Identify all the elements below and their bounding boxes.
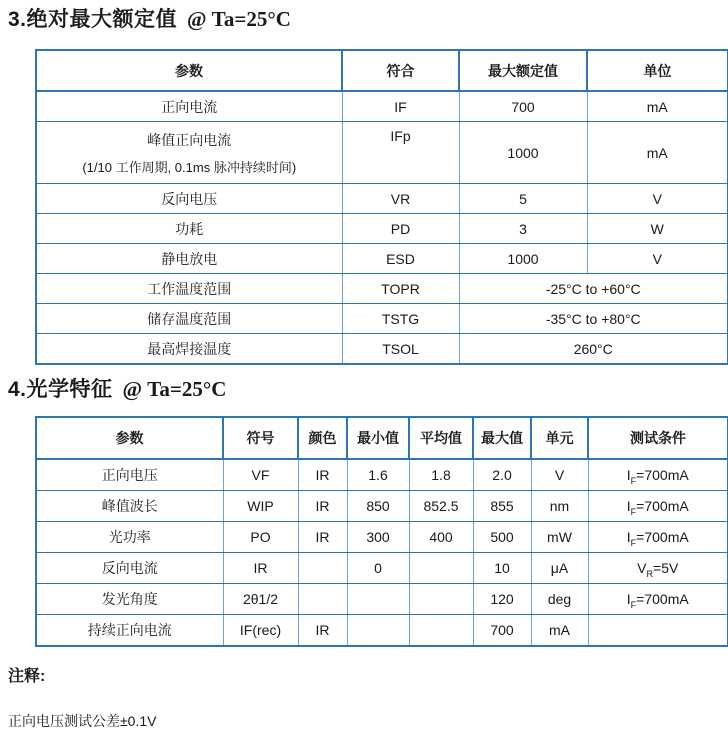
- absolute-maximum-ratings-table: [35, 49, 728, 365]
- param-cell: 发光角度: [36, 584, 223, 615]
- rating-span-cell: -25°C to +60°C: [459, 274, 728, 304]
- header-cell-min: 最小值: [347, 417, 409, 459]
- header-cell-color: 颜色: [298, 417, 347, 459]
- symbol-cell: 2θ1/2: [223, 584, 298, 615]
- color-cell: [298, 553, 347, 584]
- table-header-row: [36, 50, 728, 91]
- table-row: [36, 184, 728, 214]
- table-row: [36, 522, 728, 553]
- symbol-cell: ESD: [342, 244, 459, 274]
- avg-cell: [409, 553, 473, 584]
- avg-cell: 400: [409, 522, 473, 553]
- symbol-cell: TSOL: [342, 334, 459, 365]
- symbol-cell: IR: [223, 553, 298, 584]
- param-cell: 储存温度范围: [36, 304, 342, 334]
- color-cell: IR: [298, 522, 347, 553]
- unit-cell: μA: [531, 553, 588, 584]
- table-header-row: [36, 417, 728, 459]
- param-cell: 光功率: [36, 522, 223, 553]
- avg-cell: 1.8: [409, 459, 473, 491]
- unit-cell: V: [587, 244, 728, 274]
- max-cell: 700: [473, 615, 531, 647]
- unit-cell: W: [587, 214, 728, 244]
- condition-cell: $V_R=5V$: [588, 553, 728, 584]
- max-cell: 2.0: [473, 459, 531, 491]
- table-row: [36, 615, 728, 647]
- rating-cell: 3: [459, 214, 587, 244]
- rating-span-cell: -35°C to +80°C: [459, 304, 728, 334]
- color-cell: [298, 584, 347, 615]
- section4-title-condition: @ Ta=25°C: [122, 377, 227, 401]
- section4-title: [8, 377, 728, 402]
- param-cell: [36, 122, 342, 184]
- table-row: [36, 491, 728, 522]
- avg-cell: [409, 584, 473, 615]
- notes-title: 注释:: [8, 668, 46, 685]
- table-row: [36, 244, 728, 274]
- min-cell: 0: [347, 553, 409, 584]
- table-row: [36, 459, 728, 491]
- param-cell: 正向电压: [36, 459, 223, 491]
- param-main: 峰值正向电流: [147, 131, 232, 148]
- avg-cell: 852.5: [409, 491, 473, 522]
- color-cell: IR: [298, 615, 347, 647]
- param-cell: 功耗: [36, 214, 342, 244]
- condition-cell: $I_F=700mA$: [588, 584, 728, 615]
- unit-cell: mW: [531, 522, 588, 553]
- condition-cell: [588, 615, 728, 647]
- table-row: [36, 584, 728, 615]
- param-cell: 持续正向电流: [36, 615, 223, 647]
- unit-cell: nm: [531, 491, 588, 522]
- symbol-cell: VF: [223, 459, 298, 491]
- max-cell: 500: [473, 522, 531, 553]
- param-cell: 峰值波长: [36, 491, 223, 522]
- min-cell: 300: [347, 522, 409, 553]
- unit-cell: mA: [531, 615, 588, 647]
- optical-characteristics-table: [35, 416, 728, 647]
- header-cell-symbol: 符合: [342, 50, 459, 91]
- rating-cell: 1000: [459, 244, 587, 274]
- header-cell-max: 最大值: [473, 417, 531, 459]
- header-cell-symbol: 符号: [223, 417, 298, 459]
- symbol-cell: VR: [342, 184, 459, 214]
- condition-cell: $I_F=700mA$: [588, 459, 728, 491]
- section4-title-zh: 4.光学特征: [8, 378, 113, 401]
- table-row: [36, 274, 728, 304]
- param-cell: 反向电压: [36, 184, 342, 214]
- symbol-cell: TSTG: [342, 304, 459, 334]
- rating-cell: 1000: [459, 122, 587, 184]
- min-cell: 850: [347, 491, 409, 522]
- param-note: (1/10 工作周期, 0.1ms 脉冲持续时间): [82, 159, 297, 175]
- symbol-cell: IF(rec): [223, 615, 298, 647]
- unit-cell: V: [587, 184, 728, 214]
- color-cell: IR: [298, 459, 347, 491]
- table-row: [36, 122, 728, 184]
- max-cell: 855: [473, 491, 531, 522]
- avg-cell: [409, 615, 473, 647]
- symbol-cell: IF: [342, 91, 459, 122]
- table-row: [36, 91, 728, 122]
- unit-cell: V: [531, 459, 588, 491]
- unit-cell: deg: [531, 584, 588, 615]
- table-row: [36, 304, 728, 334]
- max-cell: 120: [473, 584, 531, 615]
- condition-cell: $I_F=700mA$: [588, 491, 728, 522]
- section3-title-condition: @ Ta=25°C: [187, 7, 291, 31]
- header-cell-avg: 平均值: [409, 417, 473, 459]
- header-cell-unit: 单位: [587, 50, 728, 91]
- notes-line: 正向电压测试公差±0.1V: [8, 713, 157, 729]
- section3-title-zh: 3.绝对最大额定值: [8, 8, 178, 31]
- color-cell: IR: [298, 491, 347, 522]
- symbol-cell: IFp: [342, 122, 459, 184]
- header-cell-param: 参数: [36, 50, 342, 91]
- symbol-cell: PO: [223, 522, 298, 553]
- param-cell: 静电放电: [36, 244, 342, 274]
- rating-span-cell: 260°C: [459, 334, 728, 365]
- max-cell: 10: [473, 553, 531, 584]
- table-row: [36, 214, 728, 244]
- param-cell: 工作温度范围: [36, 274, 342, 304]
- param-cell: 反向电流: [36, 553, 223, 584]
- min-cell: [347, 615, 409, 647]
- unit-cell: mA: [587, 91, 728, 122]
- param-cell: 正向电流: [36, 91, 342, 122]
- param-cell: 最高焊接温度: [36, 334, 342, 365]
- table-row: [36, 334, 728, 365]
- header-cell-condition: 测试条件: [588, 417, 728, 459]
- symbol-cell: PD: [342, 214, 459, 244]
- min-cell: [347, 584, 409, 615]
- unit-cell: mA: [587, 122, 728, 184]
- symbol-cell: TOPR: [342, 274, 459, 304]
- header-cell-unit: 单元: [531, 417, 588, 459]
- rating-cell: 700: [459, 91, 587, 122]
- table-row: [36, 553, 728, 584]
- condition-cell: $I_F=700mA$: [588, 522, 728, 553]
- symbol-cell: WIP: [223, 491, 298, 522]
- section3-title: [8, 7, 728, 32]
- rating-cell: 5: [459, 184, 587, 214]
- min-cell: 1.6: [347, 459, 409, 491]
- header-cell-param: 参数: [36, 417, 223, 459]
- header-cell-rating: 最大额定值: [459, 50, 587, 91]
